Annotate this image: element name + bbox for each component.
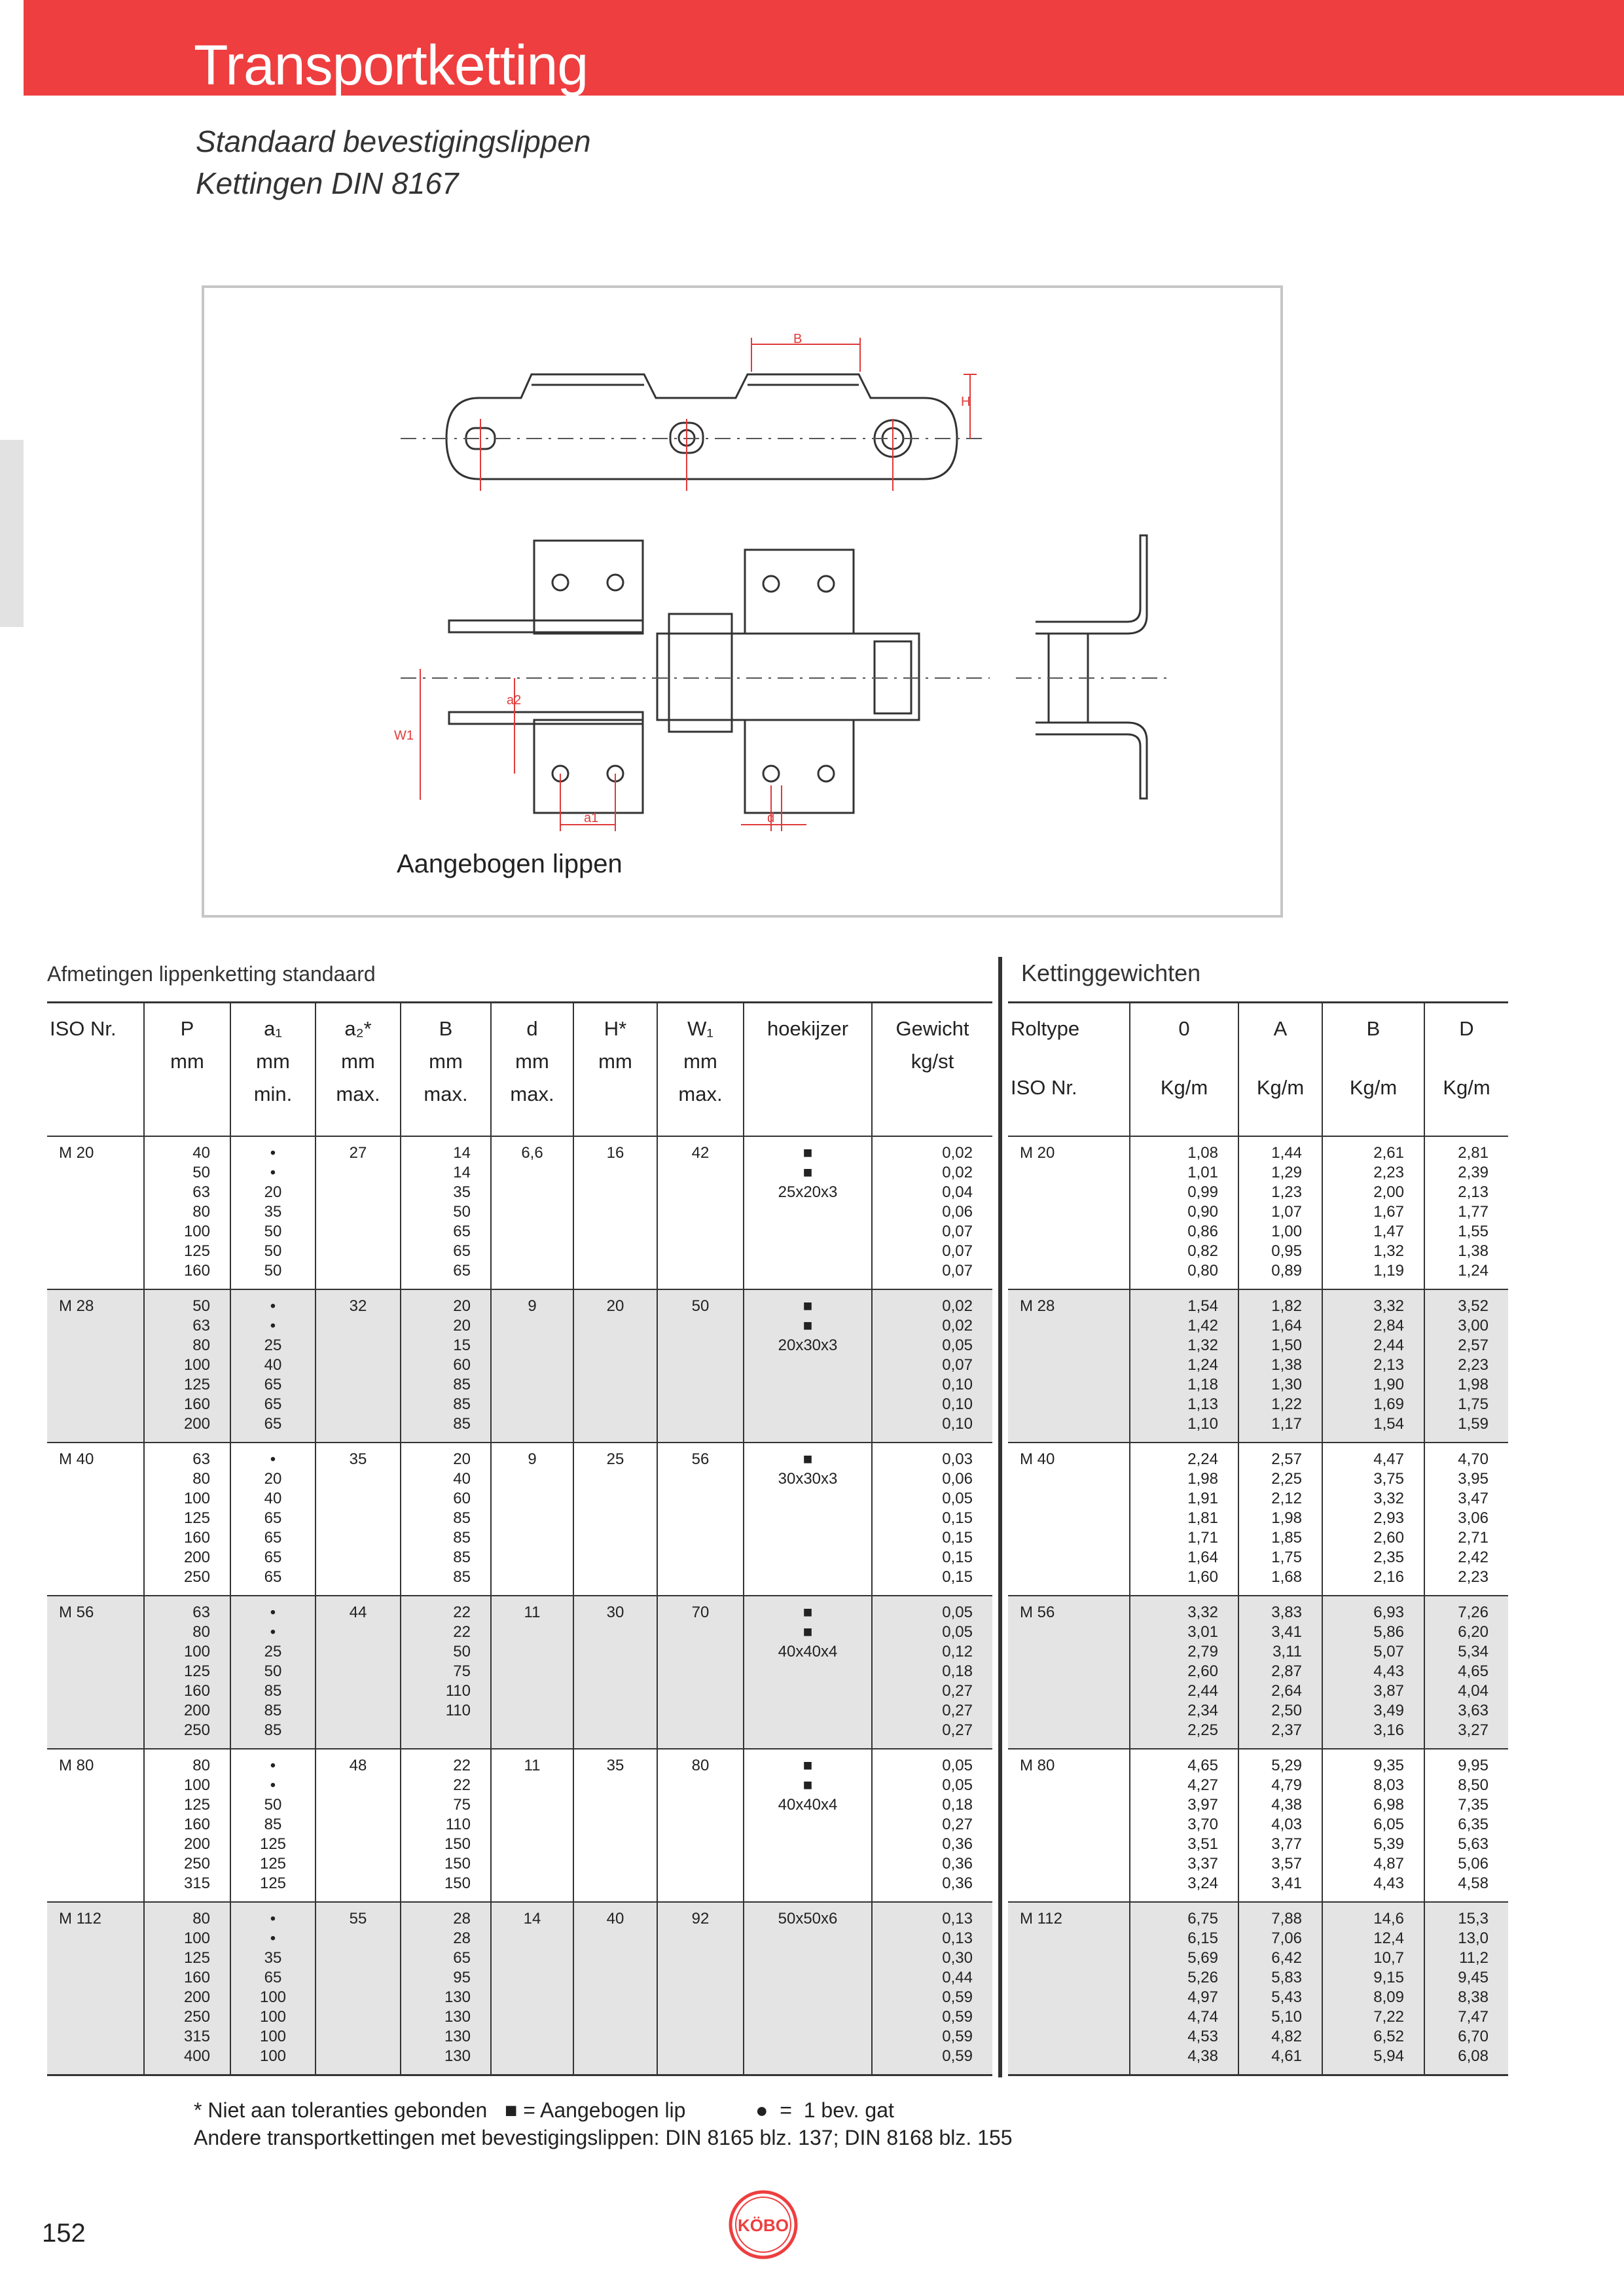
table-row <box>1008 1749 1508 1902</box>
dim-header-label: a₁ <box>264 1017 282 1040</box>
dim-header-label: ISO Nr. <box>50 1017 117 1040</box>
cell-d: 6,6 <box>491 1136 573 1289</box>
cell-wB: 2,61 2,23 2,00 1,67 1,47 1,32 1,19 <box>1322 1136 1424 1289</box>
cell-w0: 2,24 1,98 1,91 1,81 1,71 1,64 1,60 <box>1130 1443 1238 1596</box>
cell-wB: 9,35 8,03 6,98 6,05 5,39 4,87 4,43 <box>1322 1749 1424 1902</box>
side-view-outline <box>446 374 957 479</box>
weight-header-label: A <box>1273 1017 1288 1040</box>
cell-W1: 56 <box>657 1443 744 1596</box>
weight-header-0 <box>1008 1003 1130 1136</box>
cell-W1: 70 <box>657 1596 744 1749</box>
cell-a1: • • 20 35 50 50 50 <box>230 1136 316 1289</box>
cell-iso: M 28 <box>1008 1289 1130 1443</box>
cell-wD: 2,81 2,39 2,13 1,77 1,55 1,38 1,24 <box>1424 1136 1508 1289</box>
weight-header-label: 0 <box>1178 1017 1190 1040</box>
cell-iso: M 28 <box>47 1289 144 1443</box>
table-row <box>47 1136 992 1289</box>
cell-a1: • • 35 65 100 100 100 100 <box>230 1902 316 2075</box>
dimensions-table <box>47 1001 992 2076</box>
dim-header-label: B <box>439 1017 453 1040</box>
dim-header-label: Gewicht <box>895 1017 969 1040</box>
dim-header-qual: min. <box>253 1083 293 1105</box>
weight-header-sub: ISO Nr. <box>1011 1076 1077 1099</box>
dim-header-0 <box>47 1003 144 1136</box>
cell-a2: 44 <box>316 1596 401 1749</box>
cell-w0: 1,08 1,01 0,99 0,90 0,86 0,82 0,80 <box>1130 1136 1238 1289</box>
dim-header-qual <box>147 1078 227 1111</box>
dim-header-4 <box>401 1003 491 1136</box>
technical-drawing <box>202 285 1283 918</box>
end-view-top <box>1036 535 1147 634</box>
cell-a2: 35 <box>316 1443 401 1596</box>
end-view-bottom <box>1036 723 1147 798</box>
cell-hoek: ■ 30x30x3 <box>744 1443 872 1596</box>
page-title: Transportketting <box>194 34 588 97</box>
cell-hoek: 50x50x6 <box>744 1902 872 2075</box>
dim-header-qual <box>875 1078 990 1111</box>
side-tab <box>0 440 24 627</box>
dim-header-5 <box>491 1003 573 1136</box>
page-number: 152 <box>42 2219 86 2248</box>
cell-gew: 0,02 0,02 0,05 0,07 0,10 0,10 0,10 <box>872 1289 992 1443</box>
cell-a1: • • 50 85 125 125 125 <box>230 1749 316 1902</box>
cell-gew: 0,02 0,02 0,04 0,06 0,07 0,07 0,07 <box>872 1136 992 1289</box>
cell-hoek: ■ ■ 40x40x4 <box>744 1596 872 1749</box>
cell-iso: M 56 <box>1008 1596 1130 1749</box>
cell-hoek: ■ ■ 20x30x3 <box>744 1289 872 1443</box>
upper-lip-right <box>745 550 854 634</box>
table-row <box>1008 1902 1508 2075</box>
dim-header-unit: mm <box>683 1050 717 1073</box>
table-row <box>47 1443 992 1596</box>
cell-gew: 0,05 0,05 0,12 0,18 0,27 0,27 0,27 <box>872 1596 992 1749</box>
cell-B: 20 40 60 85 85 85 85 <box>401 1443 491 1596</box>
dim-label-d: d <box>767 811 775 825</box>
cell-d: 9 <box>491 1443 573 1596</box>
cell-a2: 55 <box>316 1902 401 2075</box>
weight-header-label: B <box>1366 1017 1380 1040</box>
cell-a1: • 20 40 65 65 65 65 <box>230 1443 316 1596</box>
lower-lip-left <box>534 720 643 813</box>
table-row <box>1008 1289 1508 1443</box>
table-row <box>1008 1443 1508 1596</box>
dim-header-label: hoekijzer <box>767 1017 849 1040</box>
cell-B: 22 22 50 75 110 110 <box>401 1596 491 1749</box>
dim-header-qual <box>747 1078 869 1111</box>
cell-d: 11 <box>491 1596 573 1749</box>
cell-iso: M 80 <box>59 1756 94 1774</box>
cell-H: 20 <box>573 1289 657 1443</box>
dim-header-label: a₂* <box>344 1017 372 1040</box>
cell-H: 40 <box>573 1902 657 2075</box>
weight-header-1 <box>1130 1003 1238 1136</box>
dim-header-label: H* <box>604 1017 627 1040</box>
cell-iso: M 80 <box>1020 1756 1055 1774</box>
cell-iso: M 112 <box>1008 1902 1130 2075</box>
cell-iso: M 20 <box>59 1143 94 1162</box>
dim-header-qual: max. <box>678 1083 723 1105</box>
dim-label-a2: a2 <box>507 693 522 708</box>
weight-header-2 <box>1238 1003 1322 1136</box>
dim-header-label: d <box>526 1017 538 1040</box>
chain-link-body <box>657 634 919 720</box>
dimensions-table-header <box>47 1003 992 1136</box>
cell-P: 63 80 100 125 160 200 250 <box>144 1443 230 1596</box>
lower-lip-right <box>745 720 854 813</box>
cell-gew: 0,13 0,13 0,30 0,44 0,59 0,59 0,59 0,59 <box>872 1902 992 2075</box>
dim-header-1 <box>144 1003 230 1136</box>
dim-header-unit: mm <box>256 1050 290 1073</box>
cell-a2: 32 <box>316 1289 401 1443</box>
dim-label-a1: a1 <box>584 811 599 825</box>
cell-w0: 4,65 4,27 3,97 3,70 3,51 3,37 3,24 <box>1130 1749 1238 1902</box>
cell-iso: M 112 <box>47 1902 144 2075</box>
cell-iso: M 40 <box>59 1450 94 1468</box>
drawing-caption: Aangebogen lippen <box>397 850 623 878</box>
dim-label-h: H <box>961 395 971 409</box>
dim-header-unit: kg/st <box>911 1050 954 1073</box>
cell-H: 16 <box>573 1136 657 1289</box>
cell-P: 40 50 63 80 100 125 160 <box>144 1136 230 1289</box>
cell-W1: 80 <box>657 1749 744 1902</box>
weights-table <box>1008 1001 1508 2076</box>
cell-W1: 42 <box>657 1136 744 1289</box>
cell-gew: 0,03 0,06 0,05 0,15 0,15 0,15 0,15 <box>872 1443 992 1596</box>
cell-hoek: ■ ■ 25x20x3 <box>744 1136 872 1289</box>
subtitle-line-1: Standaard bevestigingslippen <box>196 124 591 158</box>
dim-header-unit: mm <box>429 1050 463 1073</box>
cell-wD: 3,52 3,00 2,57 2,23 1,98 1,75 1,59 <box>1424 1289 1508 1443</box>
dim-header-7 <box>657 1003 744 1136</box>
cell-P: 50 63 80 100 125 160 200 <box>144 1289 230 1443</box>
cell-B: 28 28 65 95 130 130 130 130 <box>401 1902 491 2075</box>
right-table-label: Kettinggewichten <box>1021 960 1201 986</box>
cell-B: 14 14 35 50 65 65 65 <box>401 1136 491 1289</box>
cell-wD: 9,95 8,50 7,35 6,35 5,63 5,06 4,58 <box>1424 1749 1508 1902</box>
dim-header-unit: mm <box>515 1050 549 1073</box>
weight-header-label: D <box>1459 1017 1474 1040</box>
table-row <box>47 1289 992 1443</box>
weight-header-sub: Kg/m <box>1256 1076 1305 1099</box>
cell-wB: 4,47 3,75 3,32 2,93 2,60 2,35 2,16 <box>1322 1443 1424 1596</box>
cell-W1: 92 <box>657 1902 744 2075</box>
dim-header-qual <box>50 1078 141 1111</box>
table-divider <box>998 957 1002 2077</box>
cell-w0: 6,75 6,15 5,69 5,26 4,97 4,74 4,53 4,38 <box>1130 1902 1238 2075</box>
dim-header-9 <box>872 1003 992 1136</box>
cell-w0: 1,54 1,42 1,32 1,24 1,18 1,13 1,10 <box>1130 1289 1238 1443</box>
cell-iso: M 40 <box>1020 1450 1055 1468</box>
dim-header-6 <box>573 1003 657 1136</box>
dim-header-qual: max. <box>424 1083 468 1105</box>
footer-note-1: * Niet aan toleranties gebonden ■ = Aangebogen lip ● = 1 bev. gat <box>194 2098 894 2122</box>
dim-header-qual <box>577 1078 654 1111</box>
weight-header-sub: Kg/m <box>1160 1076 1208 1099</box>
cell-a2: 48 <box>316 1749 401 1902</box>
table-row <box>1008 1136 1508 1289</box>
dim-label-w1: W1 <box>394 728 414 743</box>
dim-header-unit: mm <box>341 1050 375 1073</box>
cell-wB: 6,93 5,86 5,07 4,43 3,87 3,49 3,16 <box>1322 1596 1424 1749</box>
cell-H: 25 <box>573 1443 657 1596</box>
cell-wA: 1,44 1,29 1,23 1,07 1,00 0,95 0,89 <box>1238 1136 1322 1289</box>
dim-header-2 <box>230 1003 316 1136</box>
weight-header-4 <box>1424 1003 1508 1136</box>
kobo-logo <box>728 2189 799 2260</box>
dim-header-unit <box>50 1045 141 1078</box>
cell-P: 63 80 100 125 160 200 250 <box>144 1596 230 1749</box>
cell-P: 80 100 125 160 200 250 315 <box>144 1749 230 1902</box>
weight-header-3 <box>1322 1003 1424 1136</box>
table-row <box>47 1749 992 1902</box>
cell-B: 22 22 75 110 150 150 150 <box>401 1749 491 1902</box>
cell-a2: 27 <box>316 1136 401 1289</box>
cell-H: 30 <box>573 1596 657 1749</box>
dim-header-label: W₁ <box>687 1017 713 1040</box>
dim-label-b: B <box>793 332 803 346</box>
cell-wB: 14,6 12,4 10,7 9,15 8,09 7,22 6,52 5,94 <box>1322 1902 1424 2075</box>
dim-header-qual: max. <box>510 1083 554 1105</box>
cell-gew: 0,05 0,05 0,18 0,27 0,36 0,36 0,36 <box>872 1749 992 1902</box>
dim-header-8 <box>744 1003 872 1136</box>
cell-wD: 7,26 6,20 5,34 4,65 4,04 3,63 3,27 <box>1424 1596 1508 1749</box>
cell-d: 11 <box>491 1749 573 1902</box>
cell-wA: 5,29 4,79 4,38 4,03 3,77 3,57 3,41 <box>1238 1749 1322 1902</box>
cell-hoek: ■ ■ 40x40x4 <box>744 1749 872 1902</box>
cell-d: 14 <box>491 1902 573 2075</box>
cell-wA: 2,57 2,25 2,12 1,98 1,85 1,75 1,68 <box>1238 1443 1322 1596</box>
weights-table-header <box>1008 1003 1508 1136</box>
table-row <box>47 1596 992 1749</box>
logo-text: KÖBO <box>738 2215 789 2235</box>
cell-wA: 1,82 1,64 1,50 1,38 1,30 1,22 1,17 <box>1238 1289 1322 1443</box>
table-row <box>47 1902 992 2075</box>
cell-wD: 15,3 13,0 11,2 9,45 8,38 7,47 6,70 6,08 <box>1424 1902 1508 2075</box>
dim-header-unit: mm <box>598 1050 632 1073</box>
cell-iso: M 56 <box>47 1596 144 1749</box>
cell-wA: 3,83 3,41 3,11 2,87 2,64 2,50 2,37 <box>1238 1596 1322 1749</box>
dim-header-qual: max. <box>336 1083 380 1105</box>
weight-header-sub: Kg/m <box>1443 1076 1490 1099</box>
cell-d: 9 <box>491 1289 573 1443</box>
cell-P: 80 100 125 160 200 250 315 400 <box>144 1902 230 2075</box>
cell-B: 20 20 15 60 85 85 85 <box>401 1289 491 1443</box>
cell-wB: 3,32 2,84 2,44 2,13 1,90 1,69 1,54 <box>1322 1289 1424 1443</box>
footer-note-2: Andere transportkettingen met bevestigingslippen: DIN 8165 blz. 137; DIN 8168 blz. 155 <box>194 2126 1013 2149</box>
cell-wA: 7,88 7,06 6,42 5,83 5,43 5,10 4,82 4,61 <box>1238 1902 1322 2075</box>
dim-header-unit: mm <box>170 1050 204 1073</box>
cell-a1: • • 25 40 65 65 65 <box>230 1289 316 1443</box>
table-row <box>1008 1596 1508 1749</box>
weight-header-label: Roltype <box>1011 1017 1080 1040</box>
dim-header-label: P <box>180 1017 194 1040</box>
left-table-label: Afmetingen lippenketting standaard <box>47 962 376 986</box>
cell-w0: 3,32 3,01 2,79 2,60 2,44 2,34 2,25 <box>1130 1596 1238 1749</box>
weight-header-sub: Kg/m <box>1349 1076 1398 1099</box>
cell-iso: M 20 <box>1020 1143 1055 1162</box>
dim-header-3 <box>316 1003 401 1136</box>
subtitle-line-2: Kettingen DIN 8167 <box>196 166 459 200</box>
chain-drawing-svg <box>204 288 1280 915</box>
dim-header-unit <box>747 1045 869 1078</box>
cell-a1: • • 25 50 85 85 85 <box>230 1596 316 1749</box>
cell-wD: 4,70 3,95 3,47 3,06 2,71 2,42 2,23 <box>1424 1443 1508 1596</box>
cell-H: 35 <box>573 1749 657 1902</box>
cell-W1: 50 <box>657 1289 744 1443</box>
